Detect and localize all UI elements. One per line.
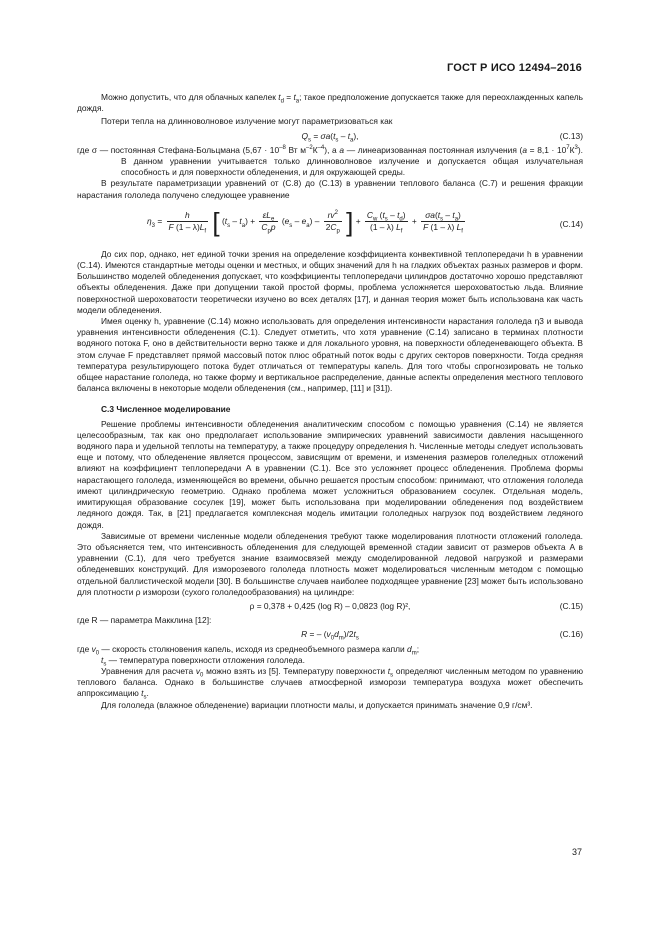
paragraph: $t_s$ — температура поверхности отложения гололеда. (101, 654, 305, 668)
paragraph: где R — параметра Макклина [12]: (77, 615, 212, 626)
paragraph: Для гололеда (влажное обледенение) вариации плотности малы, и допускается принимать значение 0,9 г/см³. (101, 699, 533, 710)
section-heading: C.3 Численное моделирование (101, 404, 231, 415)
paragraph: В результате параметризации уравнений от (C.8) до (C.13) в уравнении теплового баланса (C.7) и решения фракции нарастания гололеда получено следующее уравнение (77, 178, 583, 200)
paragraph: Потери тепла на длинноволновое излучение могут параметризоваться как (101, 116, 393, 127)
page-header: ГОСТ Р ИСО 12494–2016 (446, 62, 582, 74)
paragraph: где $v_0$ — скорость столкновения капель, исходя из среднеобъемного размера капли $d_m$; (77, 643, 420, 657)
paragraph: Имея оценку h, уравнение (C.14) можно использовать для определения интенсивности нарастания гололеда η3 и вывода уравнения интенсивности обледенения (C.1). Следует отметить, что хотя уравнение (C.14) записано в терминах плотности водяного потока F, оно в действительности верно также и для локального уровня, на поверхности обледеневающего объекта. В этом случае F представляет прямой массовый поток плюс обратный поток воды с других секторов поверхности. Тогда средняя температура результирующего потока будет отличаться от температуры капель. Для того чтобы спрогнозировать не только общее нарастание гололеда, но также форму и вертикальное распределение, данные аспекты определения местного теплового баланса включены в некоторые модели обледенения (см., например, [11] и [31]). (77, 316, 583, 394)
paragraph: До сих пор, однако, нет единой точки зрения на определение коэффициента конвективной теплопередачи h в уравнении (C.14). Имеются стандартные методы оценки и местных, и общих значений для h на гладких объектах разных размеров и форм. Большинство моделей обледенения допускает, что коэффициенты теплопередачи цилиндров достаточно хорошо представляют объекты обледенения. Даже при допущении такой простой формы, проблема усложняется шероховатостью льда. Влияние поверхностной шероховатости теоретически изучено во всех деталях [17], и данная теория может быть использована как часть модели обледенения. (77, 248, 583, 315)
paragraph: где σ — постоянная Стефана-Больцмана ($5,67 \cdot 10^{-8}$ Вт $м^{-2}К^{-4}$), а a — линеаризованная постоянная излучения $(a = 8,1 \cdot 10^7К^3)$. В данном уравнении учитывается только длинноволновое излучение и допускается общая излучательная способность и для поверхности обледенения, и для окружающей среды. (77, 144, 583, 178)
equation-number: (C.16) (559, 629, 583, 640)
equation-number: (C.15) (559, 600, 583, 611)
document-body (77, 92, 583, 711)
equation-number: (C.13) (559, 130, 583, 141)
equation-c14: $\eta_3$ = $\frac{h}{F (1 - \lambda)L_f}$ [ $(t_s - t_a)$ + $\frac{\varepsilon L_e}{C_pp}$ $(e_s - e_a)$ – $\frac{rv^2}{2C_p}$ ] + $\frac{C_w (t_s - t_d)}{(1 - \lambda) L_f}$ + $\frac{\sigma a(t_s - t_a)}{F (1 - \lambda) L_f}$ (C.14) (147, 206, 583, 237)
equation-c15: ρ = 0,378 + 0,425 (log R) – 0,0823 (log R)², (C.15) (249, 600, 583, 611)
paragraph: Можно допустить, что для облачных капелек $t_d = t_a$; такое предположение допускается также для переохлажденных капель дождя. (77, 92, 583, 114)
equation-c16: R = – $(v_0d_m)/2t_s$ (C.16) (301, 629, 583, 642)
equation-number: (C.14) (559, 218, 583, 229)
equation-c13: $Q_s = \sigma a(t_s - t_a)$, (C.13) (301, 130, 583, 144)
paragraph: Уравнения для расчета $v_0$ можно взять из [5]. Температуру поверхности $t_s$ определяют численным методом по уравнению теплового баланса. Однако в большинстве случаев атмосферной изморози температура воздуха может обеспечить аппроксимацию $t_s$. (77, 665, 584, 702)
page-number: 37 (571, 847, 582, 857)
paragraph: Зависимые от времени численные модели обледенения требуют также моделирования плотности отложений гололеда. Это объясняется тем, что интенсивность обледенения для следующей временной стадии зависит от размеров объекта A в уравнении (C.1), для чего требуется знание взаимосвязей между смоделированной ледовой нагрузкой и размерами обледеневших конструкций. Для изморозевого гололеда плотность может моделироваться численным методом с помощью отдельной баллистической модели [30]. В большинстве случаев наиболее подходящее уравнение [23] может быть использовано для плотности ρ изморози (сухого гололедообразования) на цилиндре: (77, 530, 583, 597)
paragraph: Решение проблемы интенсивности обледенения аналитическим способом с помощью уравнения (C.14) не является целесообразным, так как оно предполагает использование эмпирических уравнений зависимости давления насыщенного водяного пара и удельной теплоты на температуру, а также процедуру определения h. Численные методы следует использовать еще и потому, что обледенение является процессом, зависящим от времени, и изменения размеров голеледных отложений влияют на коэффициент теплопередачи A в уравнении (C.1). Все это усложняет процесс обледенения. Проблема формы нарастающего гололеда, изменяющейся во времени, обычно решается простым способом: принимают, что отложения гололеда имеют цилиндрическую геометрию. Однако проблема может усложниться образованием сосулек. Отдельная модель, имитирующая образование сосулек [19], может быть использована при моделировании обледенения под воздействием ледяного дождя. Так, в [21] предлагается комплексная модель имитации гололедных нагрузок под воздействием ледяного дождя. (77, 418, 583, 530)
